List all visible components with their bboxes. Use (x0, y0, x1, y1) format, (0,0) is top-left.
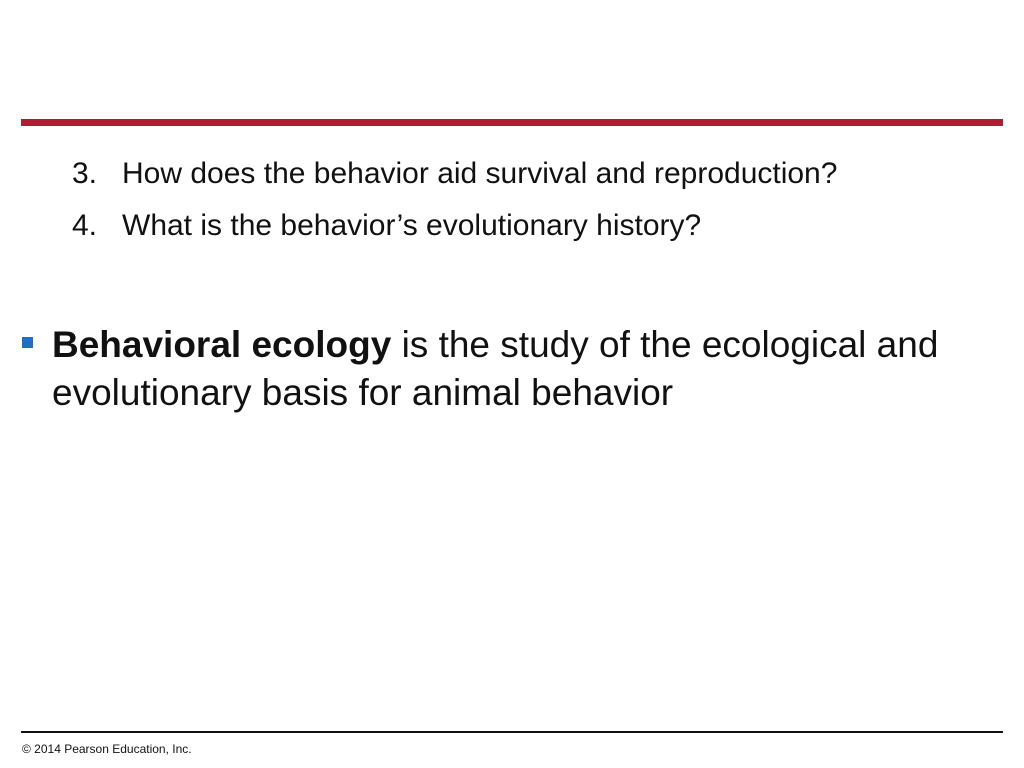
definition-term: Behavioral ecology (52, 324, 392, 365)
square-bullet-icon (22, 337, 33, 348)
footer-rule (21, 731, 1003, 733)
item-number: 4. (72, 209, 98, 242)
bullet-text (52, 321, 978, 417)
bullet-paragraph (18, 321, 978, 417)
list-item (72, 206, 972, 246)
title-accent-rule (21, 119, 1003, 126)
item-number: 3. (72, 157, 98, 190)
item-text: What is the behavior’s evolutionary history? (122, 209, 702, 242)
definition-text: is the study of the ecological and evolutionary basis for animal behavior (52, 324, 939, 413)
copyright-notice: © 2014 Pearson Education, Inc. (22, 742, 192, 756)
item-text: How does the behavior aid survival and reproduction? (122, 157, 838, 190)
numbered-question-list (72, 154, 972, 258)
list-item (72, 154, 972, 194)
